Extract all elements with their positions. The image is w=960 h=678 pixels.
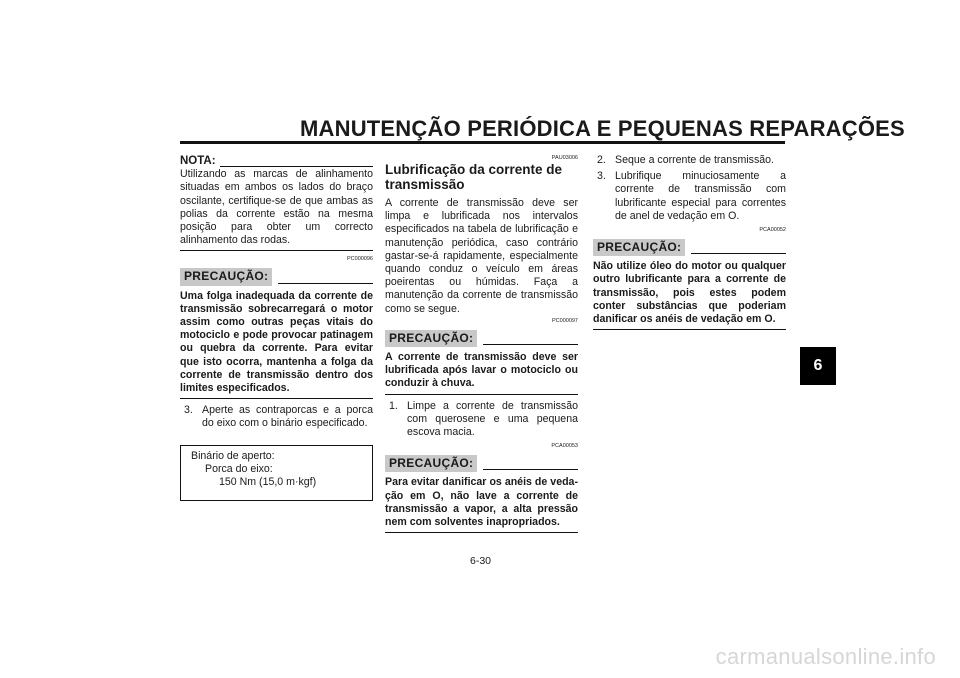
- nota-label: NOTA:: [180, 155, 216, 167]
- step-number: 3.: [597, 170, 606, 183]
- step-item: [385, 400, 578, 440]
- caution-code: PC000096: [347, 256, 373, 263]
- step-text: Lubrifique minuciosamente a corrente de transmissão com lubrificante especial para correntes de anel de vedação em O.: [615, 170, 786, 222]
- step-number: 2.: [597, 154, 606, 166]
- section-intro: A corrente de transmissão deve ser limpa e lubrificada nos intervalos especificados na tabela de lubrificação e manutenção periódica, caso contrário gastar-se-á rapidamente, especialmente quando conduz o veículo em áreas poeirentas ou húmidas. Faça a manutenção da corrente de transmissão como se segue.: [385, 197, 578, 315]
- page-title: MANUTENÇÃO PERIÓDICA E PEQUENAS REPARAÇÕES: [300, 116, 905, 141]
- caution-heading: [385, 455, 578, 472]
- column-1: [180, 150, 373, 501]
- caution-text: Para evitar danificar os anéis de vedação em O, não lave a corrente de transmissão a vapor, a alta pressão nem com solventes inapropriados.: [385, 476, 578, 529]
- caution-end-rule: [385, 394, 578, 395]
- step-item: [180, 404, 373, 430]
- caution-heading: [385, 330, 578, 347]
- step-number: 1.: [389, 399, 398, 412]
- nota-rule: [220, 166, 373, 167]
- caution-rule: [278, 283, 373, 284]
- column-2: [385, 150, 578, 533]
- spec-label: Binário de aperto:: [191, 449, 275, 462]
- caution-text: Não utilize óleo do motor ou qualquer outro lubrificante para a corrente de transmissão, pois estes podem conter substâncias que poderiam danificar os anéis de vedação em O.: [593, 260, 786, 326]
- page-number: 6-30: [470, 555, 492, 567]
- section-title: Lubrificação da corrente de transmissão: [385, 162, 563, 192]
- caution-rule: [483, 344, 578, 345]
- caution-heading: [180, 268, 373, 285]
- spec-value: 150 Nm (15,0 m·kgf): [219, 476, 317, 489]
- step-text: Limpe a corrente de transmissão com querosene e uma pequena escova macia.: [407, 399, 578, 439]
- caution-code: PCA00052: [759, 227, 786, 234]
- nota-end-rule: [180, 250, 373, 251]
- caution-text: A corrente de transmissão deve ser lubrificada após lavar o motociclo ou conduzir à chuva.: [385, 351, 578, 390]
- chapter-tab: 6: [800, 347, 836, 385]
- step-item: [593, 170, 786, 223]
- caution-label: PRECAUÇÃO:: [385, 455, 477, 472]
- step-text: Seque a corrente de transmissão.: [615, 154, 774, 166]
- step-text: Aperte as contraporcas e a porca do eixo com o binário especificado.: [202, 404, 373, 430]
- watermark: carmanualsonline.info: [715, 644, 936, 669]
- caution-rule: [483, 469, 578, 470]
- caution-end-rule: [593, 329, 786, 330]
- header-rule: [180, 141, 785, 144]
- caution-label: PRECAUÇÃO:: [385, 330, 477, 347]
- step-item: [593, 154, 786, 167]
- column-3: [593, 150, 786, 330]
- nota-text: Utilizando as marcas de alinhamento situadas em ambos os lados do braço oscilante, certifique-se de que ambas as polias da corrente estão na mesma posição para obter um correcto alinhamento das rodas.: [180, 168, 373, 247]
- section-code: PAU03006: [551, 155, 578, 161]
- caution-end-rule: [385, 532, 578, 533]
- nota-heading: [180, 155, 373, 168]
- spec-item: Porca do eixo:: [205, 462, 273, 475]
- torque-spec-box: [180, 445, 373, 501]
- caution-end-rule: [180, 398, 373, 399]
- caution-heading: [593, 239, 786, 256]
- caution-label: PRECAUÇÃO:: [180, 268, 272, 285]
- caution-text: Uma folga inadequada da corrente de transmissão sobrecarregará o motor assim como outras peças vitais do motociclo e pode provocar patinagem ou quebra da corrente. Para evitar que isto ocorra, mantenha a folga da corrente de transmissão dentro dos limites especificados.: [180, 289, 373, 395]
- caution-label: PRECAUÇÃO:: [593, 239, 685, 256]
- caution-code: PCA00053: [551, 443, 578, 450]
- caution-rule: [691, 253, 786, 254]
- step-number: 3.: [184, 404, 193, 417]
- caution-code: PC000097: [552, 317, 578, 324]
